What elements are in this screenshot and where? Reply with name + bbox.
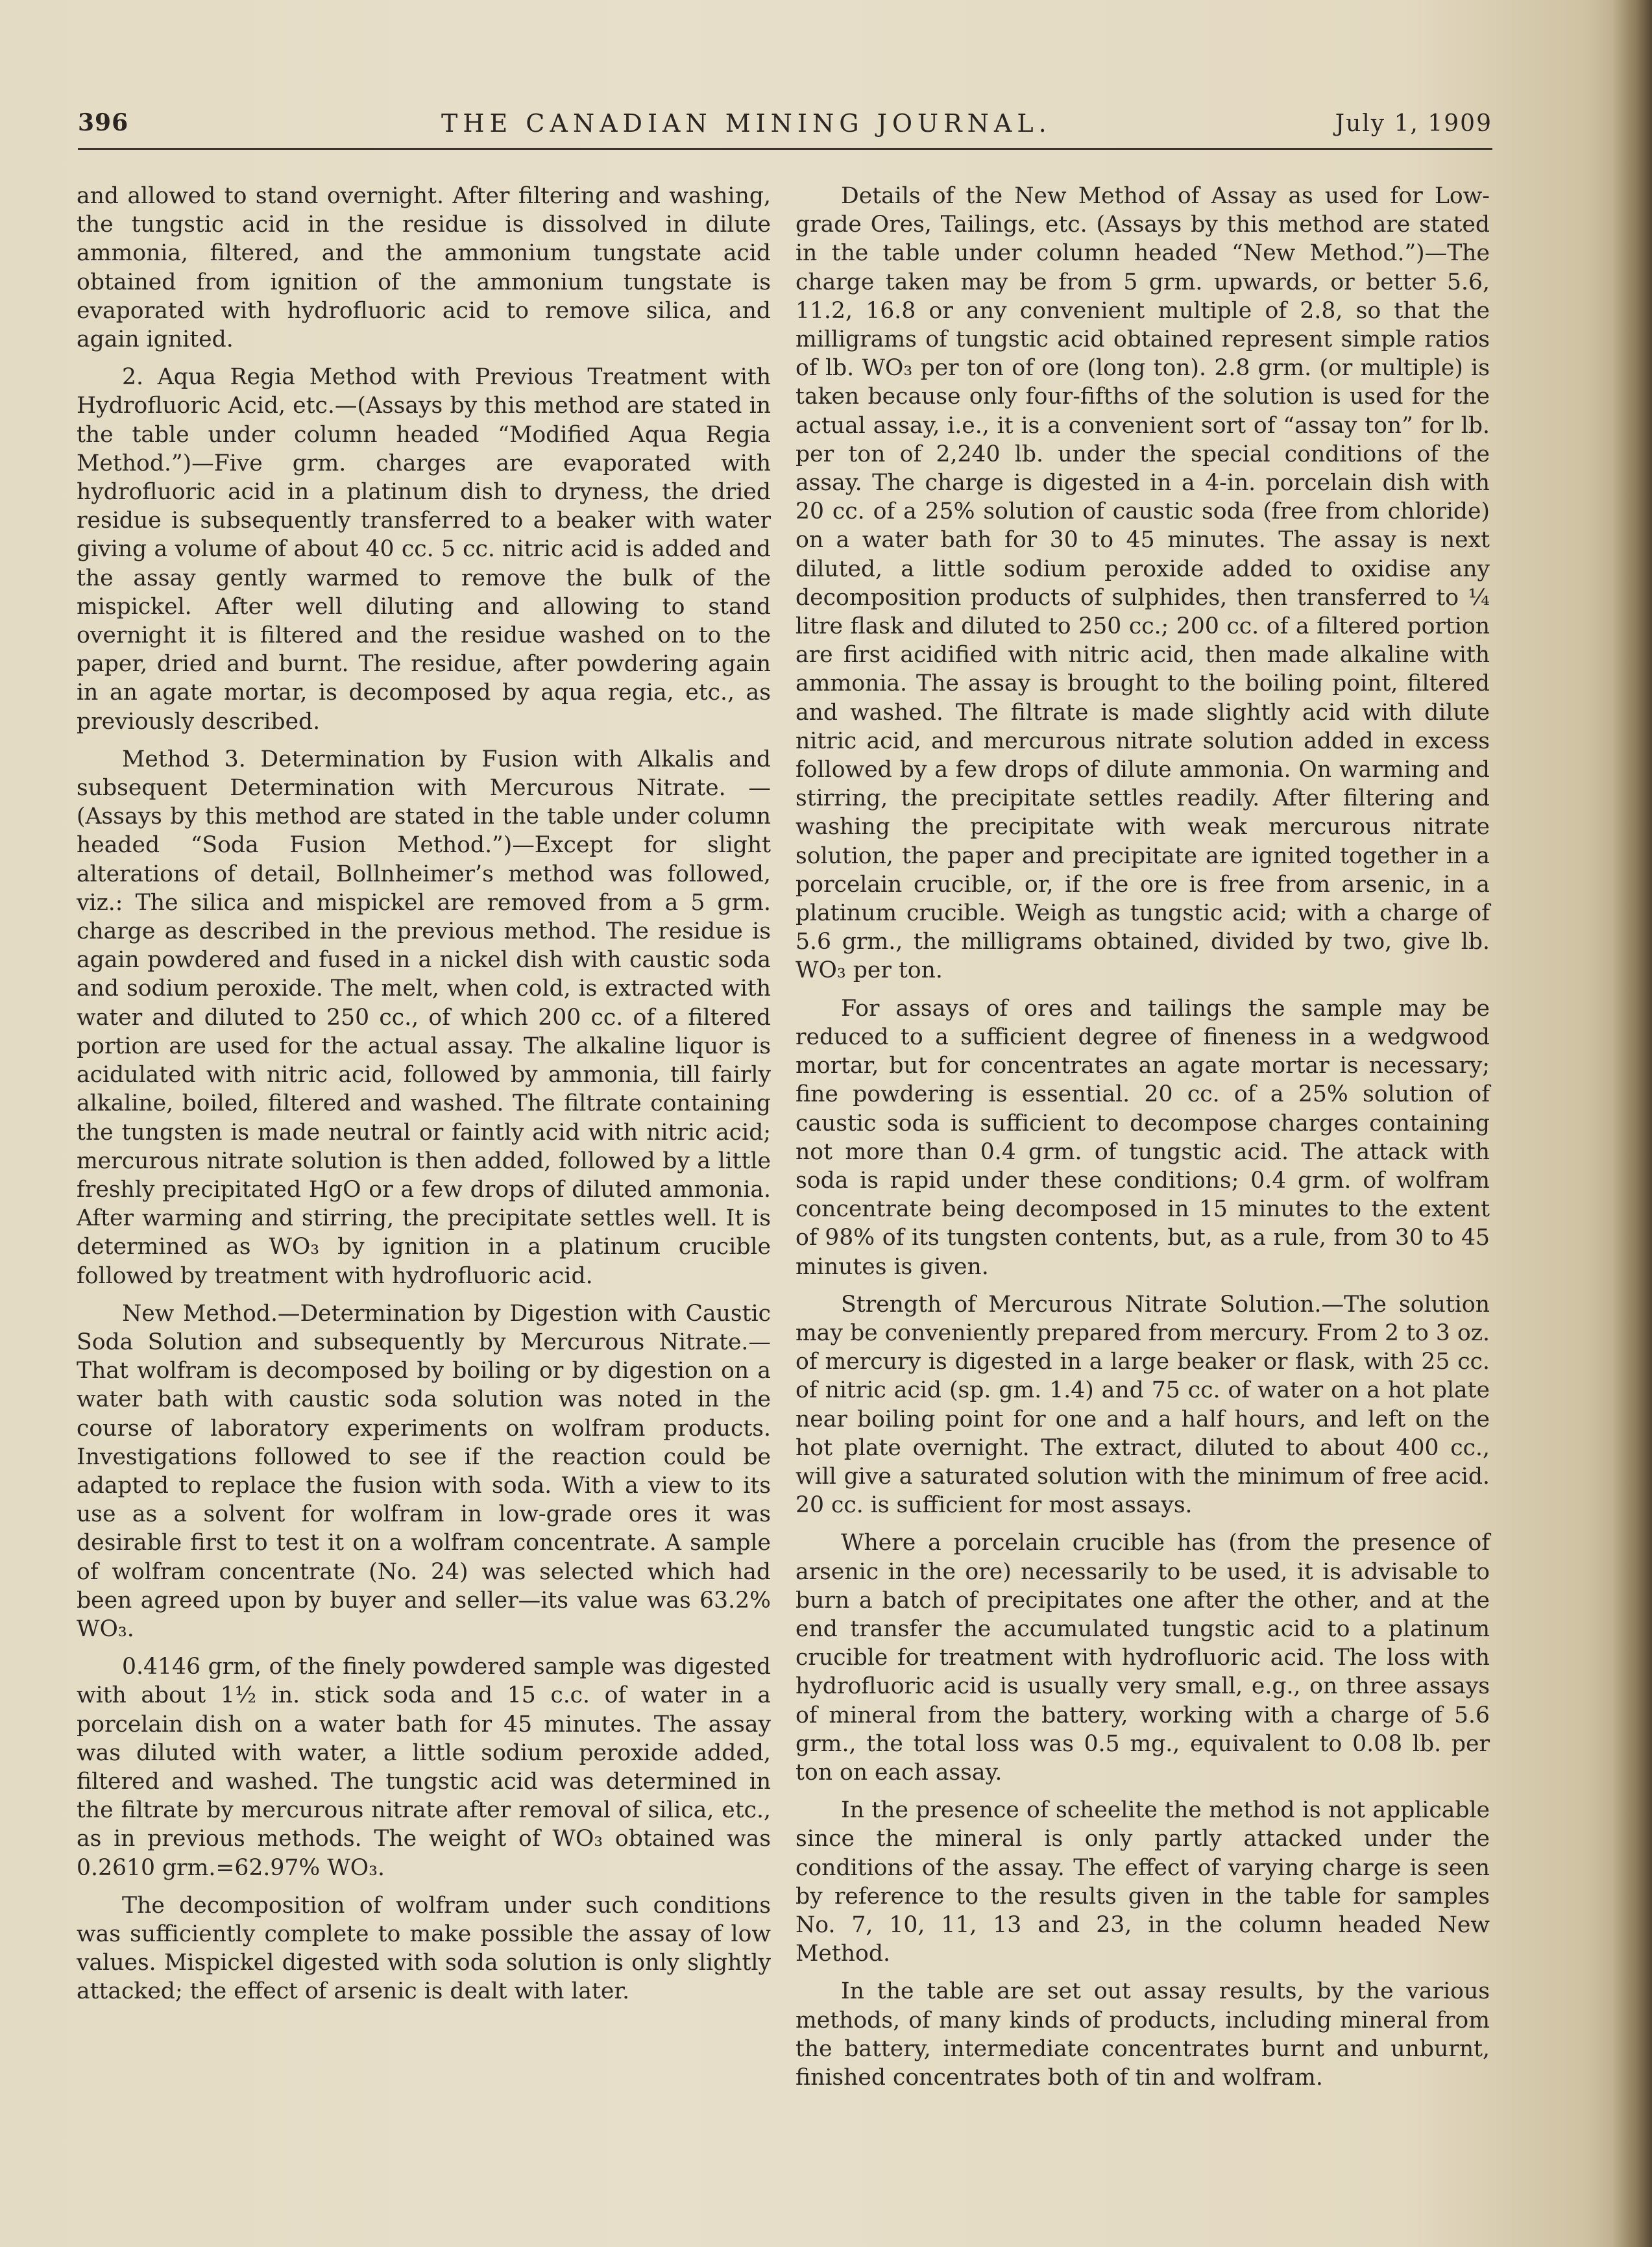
paragraph: 0.4146 grm, of the finely powdered sample was digested with about 1½ in. stick soda and 15 c.c. of water in a porcelain dish on a water bath for 45 minutes. The assay was diluted with water, a little sodium peroxide added, filtered and washed. The tungstic acid was determined in the filtrate by mercurous nitrate after removal of silica, etc., as in previous methods. The weight of WO₃ obtained was 0.2610 grm.=62.97% WO₃. bbox=[77, 1654, 771, 1881]
paragraph: Details of the New Method of Assay as used for Low-grade Ores, Tailings, etc. (Assays by this method are stated in the table under column headed “New Method.”)—The charge taken may be from 5 grm. upwards, or better 5.6, 11.2, 16.8 or any convenient multiple of 2.8, so that the milligrams of tungstic acid obtained represent simple ratios of lb. WO₃ per ton of ore (long ton). 2.8 grm. (or multiple) is taken because only four-fifths of the solution is used for the actual assay, i.e., it is a convenient sort of “assay ton” for lb. per ton of 2,240 lb. under the special conditions of the assay. The charge is digested in a 4-in. porcelain dish with 20 cc. of a 25% solution of caustic soda (free from chloride) on a water bath for 30 to 45 minutes. The assay is next diluted, a little sodium peroxide added to oxidise any decomposition products of sulphides, then transferred to ¼ litre flask and diluted to 250 cc.; 200 cc. of a filtered portion are first acidified with nitric acid, then made alkaline with ammonia. The assay is brought to the boiling point, filtered and washed. The filtrate is made slightly acid with dilute nitric acid, and mercurous nitrate solution added in excess followed by a few drops of dilute ammonia. On warming and stirring, the precipitate settles readily. After filtering and washing the precipitate with weak mercurous nitrate solution, the paper and precipitate are ignited together in a porcelain crucible, or, if the ore is free from arsenic, in a platinum crucible. Weigh as tungstic acid; with a charge of 5.6 grm., the milligrams obtained, divided by two, give lb. WO₃ per ton. bbox=[796, 183, 1490, 984]
running-head bbox=[78, 109, 1492, 150]
paragraph: and allowed to stand overnight. After filtering and washing, the tungstic acid in the residue is dissolved in dilute ammonia, filtered, and the ammonium tungstate acid obtained from ignition of the ammonium tungstate is evaporated with hydrofluoric acid to remove silica, and again ignited. bbox=[77, 183, 771, 353]
page-number: 396 bbox=[78, 109, 129, 136]
page-binding-shadow bbox=[1613, 0, 1652, 2247]
journal-title: THE CANADIAN MINING JOURNAL. bbox=[441, 109, 1052, 138]
paragraph: Where a porcelain crucible has (from the presence of arsenic in the ore) necessarily to be used, it is advisable to burn a batch of precipitates one after the other, and at the end transfer the accumulated tungstic acid to a platinum crucible for treatment with hydrofluoric acid. The loss with hydrofluoric acid is usually very small, e.g., on three assays of mineral from the battery, working with a charge of 5.6 grm., the total loss was 0.5 mg., equivalent to 0.08 lb. per ton on each assay. bbox=[796, 1530, 1490, 1786]
paragraph: 2. Aqua Regia Method with Previous Treatment with Hydrofluoric Acid, etc.—(Assays by this method are stated in the table under column headed “Modified Aqua Regia Method.”)—Five grm. charges are evaporated with hydrofluoric acid in a platinum dish to dryness, the dried residue is subsequently transferred to a beaker with water giving a volume of about 40 cc. 5 cc. nitric acid is added and the assay gently warmed to remove the bulk of the mispickel. After well diluting and allowing to stand overnight it is filtered and the residue washed on to the paper, dried and burnt. The residue, after powdering again in an agate mortar, is decomposed by aqua regia, etc., as previously described. bbox=[77, 364, 771, 735]
paragraph: The decomposition of wolfram under such conditions was sufficiently complete to make possible the assay of low values. Mispickel digested with soda solution is only slightly attacked; the effect of arsenic is dealt with later. bbox=[77, 1892, 771, 2005]
paragraph: For assays of ores and tailings the sample may be reduced to a sufficient degree of fineness in a wedgwood mortar, but for concentrates an agate mortar is necessary; fine powdering is essential. 20 cc. of a 25% solution of caustic soda is sufficient to decompose charges containing not more than 0.4 grm. of tungstic acid. The attack with soda is rapid under these conditions; 0.4 grm. of wolfram concentrate being decomposed in 15 minutes to the extent of 98% of its tungsten contents, but, as a rule, from 30 to 45 minutes is given. bbox=[796, 995, 1490, 1280]
paragraph: Method 3. Determination by Fusion with Alkalis and subsequent Determination with Mercurous Nitrate. —(Assays by this method are stated in the table under column headed “Soda Fusion Method.”)—Except for slight alterations of detail, Bollnheimer’s method was followed, viz.: The silica and mispickel are removed from a 5 grm. charge as described in the previous method. The residue is again powdered and fused in a nickel dish with caustic soda and sodium peroxide. The melt, when cold, is extracted with water and diluted to 250 cc., of which 200 cc. of a filtered portion are used for the actual assay. The alkaline liquor is acidulated with nitric acid, followed by ammonia, till fairly alkaline, boiled, filtered and washed. The filtrate containing the tungsten is made neutral or faintly acid with nitric acid; mercurous nitrate solution is then added, followed by a little freshly precipitated HgO or a few drops of diluted ammonia. After warming and stirring, the precipitate settles well. It is determined as WO₃ by ignition in a platinum crucible followed by treatment with hydrofluoric acid. bbox=[77, 746, 771, 1289]
left-column bbox=[77, 182, 771, 2161]
paragraph: In the presence of scheelite the method is not applicable since the mineral is only partly attacked under the conditions of the assay. The effect of varying charge is seen by reference to the results given in the table for samples No. 7, 10, 11, 13 and 23, in the column headed New Method. bbox=[796, 1797, 1490, 1967]
paragraph: In the table are set out assay results, by the various methods, of many kinds of products, including mineral from the battery, intermediate concentrates burnt and unburnt, finished concentrates both of tin and wolfram. bbox=[796, 1978, 1490, 2091]
paragraph: New Method.—Determination by Digestion with Caustic Soda Solution and subsequently by Mercurous Nitrate.—That wolfram is decomposed by boiling or by digestion on a water bath with caustic soda solution was noted in the course of laboratory experiments on wolfram products. Investigations followed to see if the reaction could be adapted to replace the fusion with soda. With a view to its use as a solvent for wolfram in low-grade ores it was desirable first to test it on a wolfram concentrate. A sample of wolfram concentrate (No. 24) was selected which had been agreed upon by buyer and seller—its value was 63.2% WO₃. bbox=[77, 1300, 771, 1642]
paragraph: Strength of Mercurous Nitrate Solution.—The solution may be conveniently prepared from mercury. From 2 to 3 oz. of mercury is digested in a large beaker or flask, with 25 cc. of nitric acid (sp. gm. 1.4) and 75 cc. of water on a hot plate near boiling point for one and a half hours, and left on the hot plate overnight. The extract, diluted to about 400 cc., will give a saturated solution with the minimum of free acid. 20 cc. is sufficient for most assays. bbox=[796, 1291, 1490, 1519]
issue-date: July 1, 1909 bbox=[1335, 110, 1492, 137]
right-column bbox=[796, 182, 1490, 2161]
